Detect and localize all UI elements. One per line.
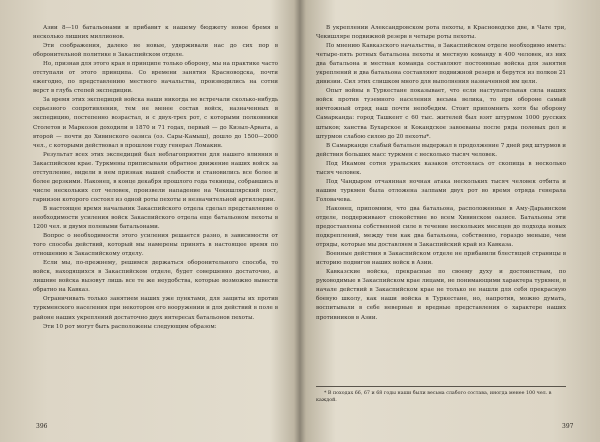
paragraph: Эти соображения, далеко не новые, удерживали нас до сих пор в оборонительной политике в Закаспийском отделе. [33, 43, 278, 59]
paragraph: Кавказские войска, прекрасные по своему духу и достоинствам, по руководимые в Закаспийском крае лицами, не понимающими характера туркмен, в начале действий в Закаспийском крае не только не нашли для себя прекрасную боевую школу, как наши войска в Туркестане, но, напротив, можно думать, воспитывали в себе неверные и вредные представления о характере наших противников в Азии. [316, 269, 566, 321]
left-page-text [33, 24, 278, 332]
page-number-right: 397 [562, 423, 574, 430]
paragraph: Под Икамом сотня уральских казаков отстоялась от скопища в несколько тысяч человек. [316, 160, 566, 176]
paragraph: Военные действия в Закаспийском отделе не прибавили блестящей страницы в историю подвигов наших войск в Азии. [316, 251, 566, 267]
page-number-left: 396 [36, 423, 48, 430]
paragraph: В укреплении Александровском рота пехоты, в Красноводске две, в Чате три, Чекишляре подвижной резерв в четыре роты пехоты. [316, 25, 566, 41]
paragraph: Азии 8—10 батальонами и прибавит к нашему бюджету новое бремя в несколько лишних миллионов. [33, 25, 278, 41]
paragraph: Опыт войны в Туркестане показывает, что если наступательная сила наших войск против туземного населения весьма велика, то при обороне самый ничтожный отряд наш почти непобедим. Стоит припомнить хотя бы оборону Самарканда: город Ташкент с 60 тыс. жителей был взят штурмом 1000 русских штыков; ханства Бухарское и Кокандское завоеваны после ряда полевых дел и штурмов слабою силою до 20 пехоты*. [316, 88, 566, 140]
paragraph: Под Чандыром отчаянная ночная атака нескольких тысяч человек отбита и нашим туркмен была отложена залпами двух рот во время отряда генерала Головачева. [316, 178, 566, 203]
paragraph: За время этих экспедиций войска наши никогда не встречали сколько-нибудь серьезного сопротивления, тем не менее состав войск, назначенных в экспедицию, постепенно возрастал, и с двух-трех рот, с которыми полковники Столетов и Маркозов доходили в 1870 и 71 годах, первый — до Кизыл-Арвата, а второй — почти до Хивинского оазиса (оз. Сары-Камыш), дошло до 1500—2000 чел., с которыми действовал в прошлом году генерал Ломакин. [33, 97, 278, 149]
paragraph: По мнению Кавказского начальства, в Закаспийском отделе необходимо иметь: четыре-пять ротных батальона пехоты и местную команду в 400 человек, из них два батальона и местная команда составляют постоянные войска для занятия укреплений и два батальона составляют подвижной резерв и берутся из полков 21 дивизии. Сил этих слишком много для выполнения назначенной им цели. [316, 43, 566, 86]
paragraph: Результат всех этих экспедиций был неблагоприятен для нашего влияния в Закаспийском крае. Туркмены приписывали обратное движение наших войск за отступление, видели в нем признак нашей слабости и становились все более и более дерзкими. Наконец, в конце декабря прошлого года текинцы, собравшись в числе нескольких сот человек, произвели нападение на Чекишлярский пост, гарнизон которого состоял из одной роты пехоты и незначительной артиллерии. [33, 151, 278, 203]
right-page-text [316, 24, 566, 323]
paragraph: Но, признав для этого края в принципе только оборону, мы на практике часто отступали от этого принципа. Со времени занятия Красноводска, почти ежегодно, по представлению местного начальства, производились на сотни верст в глубь степей экспедиции. [33, 61, 278, 95]
paragraph: В настоящее время начальник Закаспийского отдела сделал представление о необходимости усиления войск Закаспийского отдела еще батальоном пехоты в 1200 чел. и двумя полевыми батальонами. [33, 205, 278, 231]
right-page [300, 0, 600, 442]
footnote [316, 386, 566, 404]
paragraph: В Самарканде слабый батальон выдержал в продолжение 7 дней ряд штурмов и действия больших масс туркмен с несколько тысяч человек. [316, 142, 566, 158]
paragraph: Эти 10 рот могут быть расположены следующим образом: [43, 323, 217, 330]
paragraph: Ограничивать только занятием наших уже пунктами, для защиты их против туркменского населения при некотором его вооружении и для действий в поле в районе наших укреплений достаточно двух интересах батальонов пехоты. [33, 296, 278, 321]
paragraph: Наконец, припомним, что два батальона, расположенные в Аму-Дарьинском отделе, поддерживают спокойствие во всем Хивинском оазисе. Батальоны эти предоставлены собственной силе в течение нескольких месяцев до подхода новых подкреплений, между тем как два батальона, собственно, гораздо меньше, чем отряды, которые мы доставляем в Закаспийский край из Кавказа. [316, 205, 566, 249]
footnote-text: * В походах 66, 67 и 68 годы наши были весьма слабого состава, иногда менее 100 чел. в каждой. [316, 391, 552, 403]
paragraph: Если мы, по-прежнему, решимся держаться оборонительного способа, то войск, находящихся в Закаспийском отделе, будет совершенно достаточно, а лишние войска вызовут лишь все те же неудобства, которые возможно вывести обратно на Кавказ. [33, 260, 278, 294]
paragraph: Вопрос о необходимости этого усиления решается разно, в зависимости от того способа действий, который мы намерены принять в настоящее время по отношению к Закаспийскому отделу. [33, 233, 278, 258]
